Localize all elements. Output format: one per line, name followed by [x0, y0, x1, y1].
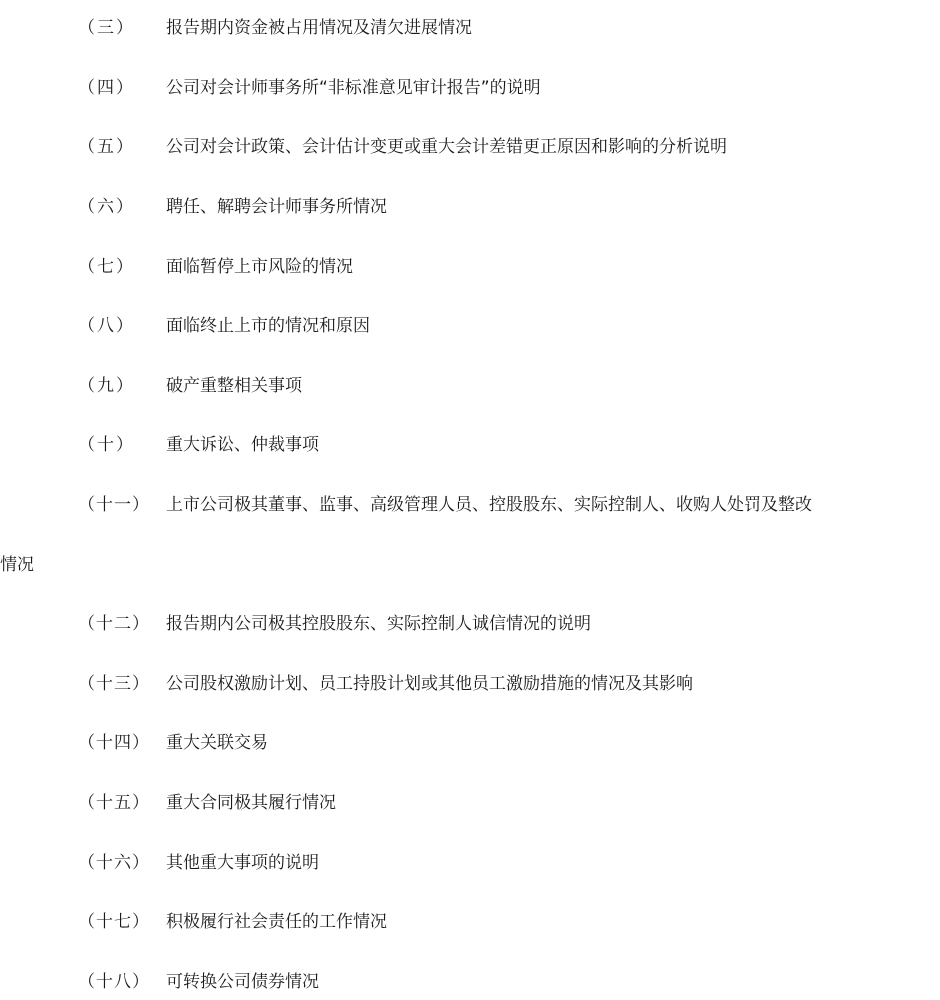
item-title: 重大合同极其履行情况 — [166, 793, 336, 813]
toc-item — [78, 851, 319, 875]
toc-item — [78, 135, 727, 159]
item-number: （九） — [78, 376, 135, 396]
item-number: （三） — [78, 18, 135, 38]
item-number: （八） — [78, 316, 135, 336]
item-number: （五） — [78, 137, 135, 157]
toc-item — [78, 612, 591, 636]
item-number: （七） — [78, 257, 135, 277]
toc-item — [78, 76, 541, 100]
item-title: 公司股权激励计划、员工持股计划或其他员工激励措施的情况及其影响 — [166, 674, 693, 694]
item-number: （十八） — [78, 972, 150, 992]
toc-item — [78, 672, 693, 696]
toc-item — [78, 314, 370, 338]
toc-item — [78, 195, 387, 219]
item-title: 面临暂停上市风险的情况 — [166, 257, 353, 277]
item-title: 重大关联交易 — [166, 733, 268, 753]
item-number: （十二） — [78, 614, 150, 634]
item-number: （六） — [78, 197, 135, 217]
toc-item — [78, 791, 336, 815]
toc-item — [78, 731, 268, 755]
item-title: 重大诉讼、仲裁事项 — [166, 435, 319, 455]
item-title: 公司对会计师事务所“非标准意见审计报告”的说明 — [166, 78, 541, 98]
item-number: （十六） — [78, 853, 150, 873]
item-title: 报告期内资金被占用情况及清欠进展情况 — [166, 18, 472, 38]
item-title: 公司对会计政策、会计估计变更或重大会计差错更正原因和影响的分析说明 — [166, 137, 727, 157]
item-number: （十五） — [78, 793, 150, 813]
item-title: 面临终止上市的情况和原因 — [166, 316, 370, 336]
toc-item — [78, 433, 319, 457]
item-title: 可转换公司债券情况 — [166, 972, 319, 992]
item-title: 上市公司极其董事、监事、高级管理人员、控股股东、实际控制人、收购人处罚及整改 — [166, 495, 812, 515]
item-title: 聘任、解聘会计师事务所情况 — [166, 197, 387, 217]
item-number: （十） — [78, 435, 135, 455]
item-number: （四） — [78, 78, 135, 98]
item-number: （十三） — [78, 674, 150, 694]
item-title: 积极履行社会责任的工作情况 — [166, 912, 387, 932]
toc-item — [78, 493, 812, 517]
item-title-continuation: 情况 — [0, 555, 34, 575]
toc-item — [78, 910, 387, 934]
item-title: 报告期内公司极其控股股东、实际控制人诚信情况的说明 — [166, 614, 591, 634]
toc-item — [78, 374, 302, 398]
toc-item — [78, 255, 353, 279]
toc-item — [78, 16, 472, 40]
item-title: 其他重大事项的说明 — [166, 853, 319, 873]
item-number: （十一） — [78, 495, 150, 515]
toc-item — [78, 970, 319, 994]
item-title: 破产重整相关事项 — [166, 376, 302, 396]
item-number: （十四） — [78, 733, 150, 753]
item-number: （十七） — [78, 912, 150, 932]
